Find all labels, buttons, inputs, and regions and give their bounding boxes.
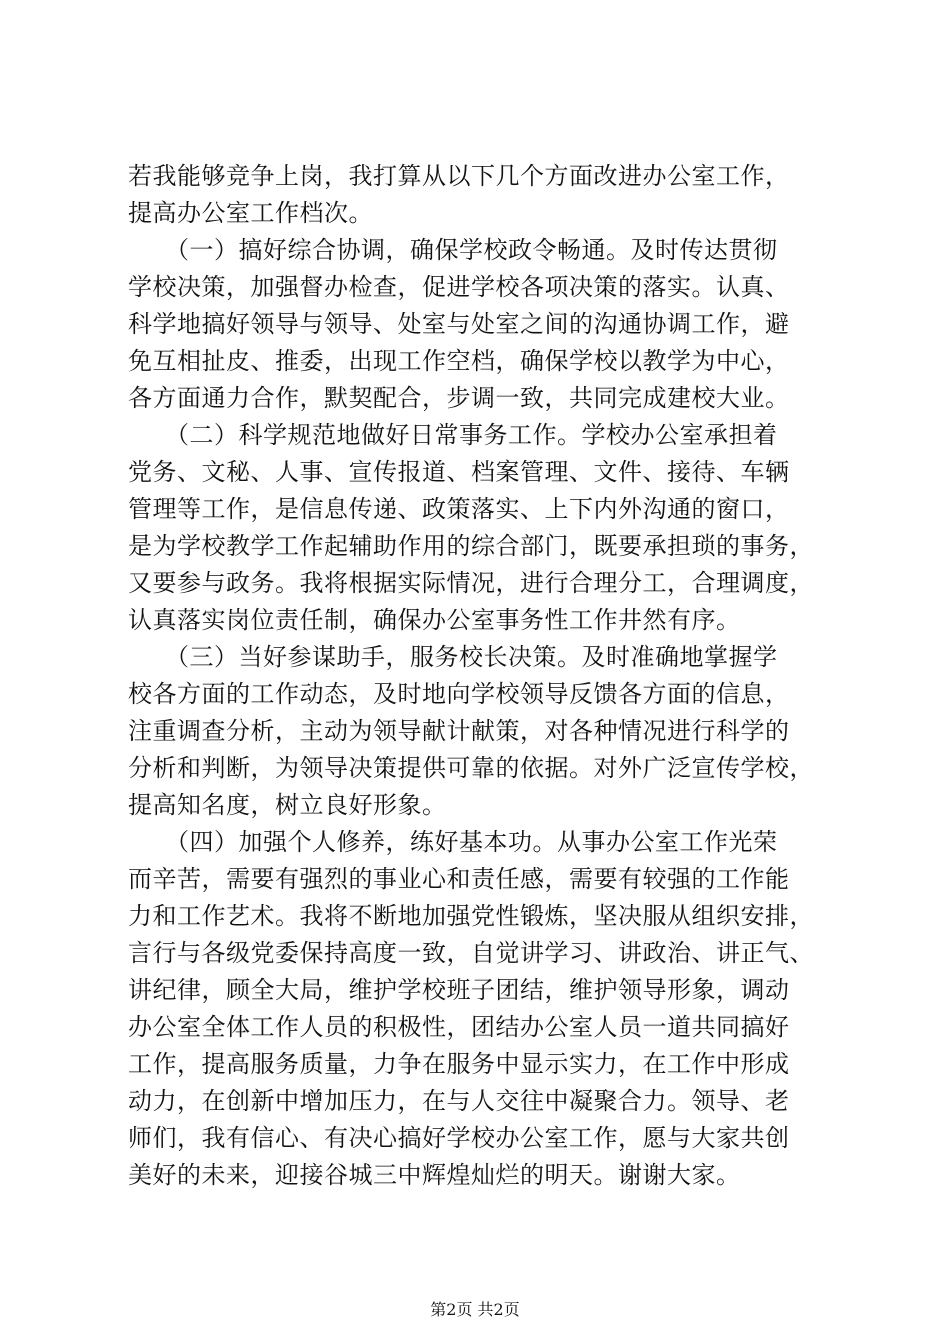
text-line: 是为学校教学工作起辅助作用的综合部门，既要承担琐的事务， [128, 532, 814, 560]
text-line: 而辛苦，需要有强烈的事业心和责任感，需要有较强的工作能 [128, 865, 790, 893]
text-line: 动力，在创新中增加压力，在与人交往中凝聚合力。领导、老 [128, 1087, 790, 1115]
text-line: 又要参与政务。我将根据实际情况，进行合理分工，合理调度， [128, 569, 814, 597]
text-line: （一）搞好综合协调，确保学校政令畅通。及时传达贯彻 [128, 236, 778, 264]
text-line: 力和工作艺术。我将不断地加强党性锻炼，坚决服从组织安排， [128, 902, 814, 930]
text-line: 免互相扯皮、推委，出现工作空档，确保学校以教学为中心， [128, 347, 790, 375]
text-line: 提高办公室工作档次。 [128, 199, 373, 227]
page-footer [0, 1300, 950, 1320]
text-line: 科学地搞好领导与领导、处室与处室之间的沟通协调工作，避 [128, 310, 790, 338]
text-line: 师们，我有信心、有决心搞好学校办公室工作，愿与大家共创 [128, 1124, 790, 1152]
text-line: 言行与各级党委保持高度一致，自觉讲学习、讲政治、讲正气、 [128, 939, 814, 967]
text-line: 学校决策，加强督办检查，促进学校各项决策的落实。认真、 [128, 273, 790, 301]
text-line: 分析和判断，为领导决策提供可靠的依据。对外广泛宣传学校， [128, 754, 814, 782]
text-line: 办公室全体工作人员的积极性，团结办公室人员一道共同搞好 [128, 1013, 790, 1041]
text-line: （三）当好参谋助手，服务校长决策。及时准确地掌握学 [128, 643, 778, 671]
text-line: 讲纪律，顾全大局，维护学校班子团结，维护领导形象，调动 [128, 976, 790, 1004]
document-body [128, 158, 828, 1194]
text-line: 认真落实岗位责任制，确保办公室事务性工作井然有序。 [128, 606, 741, 634]
page-number-label: 第2页 共2页 [430, 1300, 520, 1319]
text-line: 提高知名度，树立良好形象。 [128, 791, 447, 819]
text-line: 党务、文秘、人事、宣传报道、档案管理、文件、接待、车辆 [128, 458, 790, 486]
text-line: （四）加强个人修养，练好基本功。从事办公室工作光荣 [128, 828, 778, 856]
text-line: 若我能够竞争上岗，我打算从以下几个方面改进办公室工作， [128, 162, 790, 190]
text-line: 各方面通力合作，默契配合，步调一致，共同完成建校大业。 [128, 384, 790, 412]
text-line: 校各方面的工作动态，及时地向学校领导反馈各方面的信息， [128, 680, 790, 708]
text-line: 美好的未来，迎接谷城三中辉煌灿烂的明天。谢谢大家。 [128, 1161, 741, 1189]
text-line: （二）科学规范地做好日常事务工作。学校办公室承担着 [128, 421, 778, 449]
text-line: 管理等工作，是信息传递、政策落实、上下内外沟通的窗口， [128, 495, 790, 523]
text-line: 注重调查分析，主动为领导献计献策，对各种情况进行科学的 [128, 717, 790, 745]
text-line: 工作，提高服务质量，力争在服务中显示实力，在工作中形成 [128, 1050, 790, 1078]
